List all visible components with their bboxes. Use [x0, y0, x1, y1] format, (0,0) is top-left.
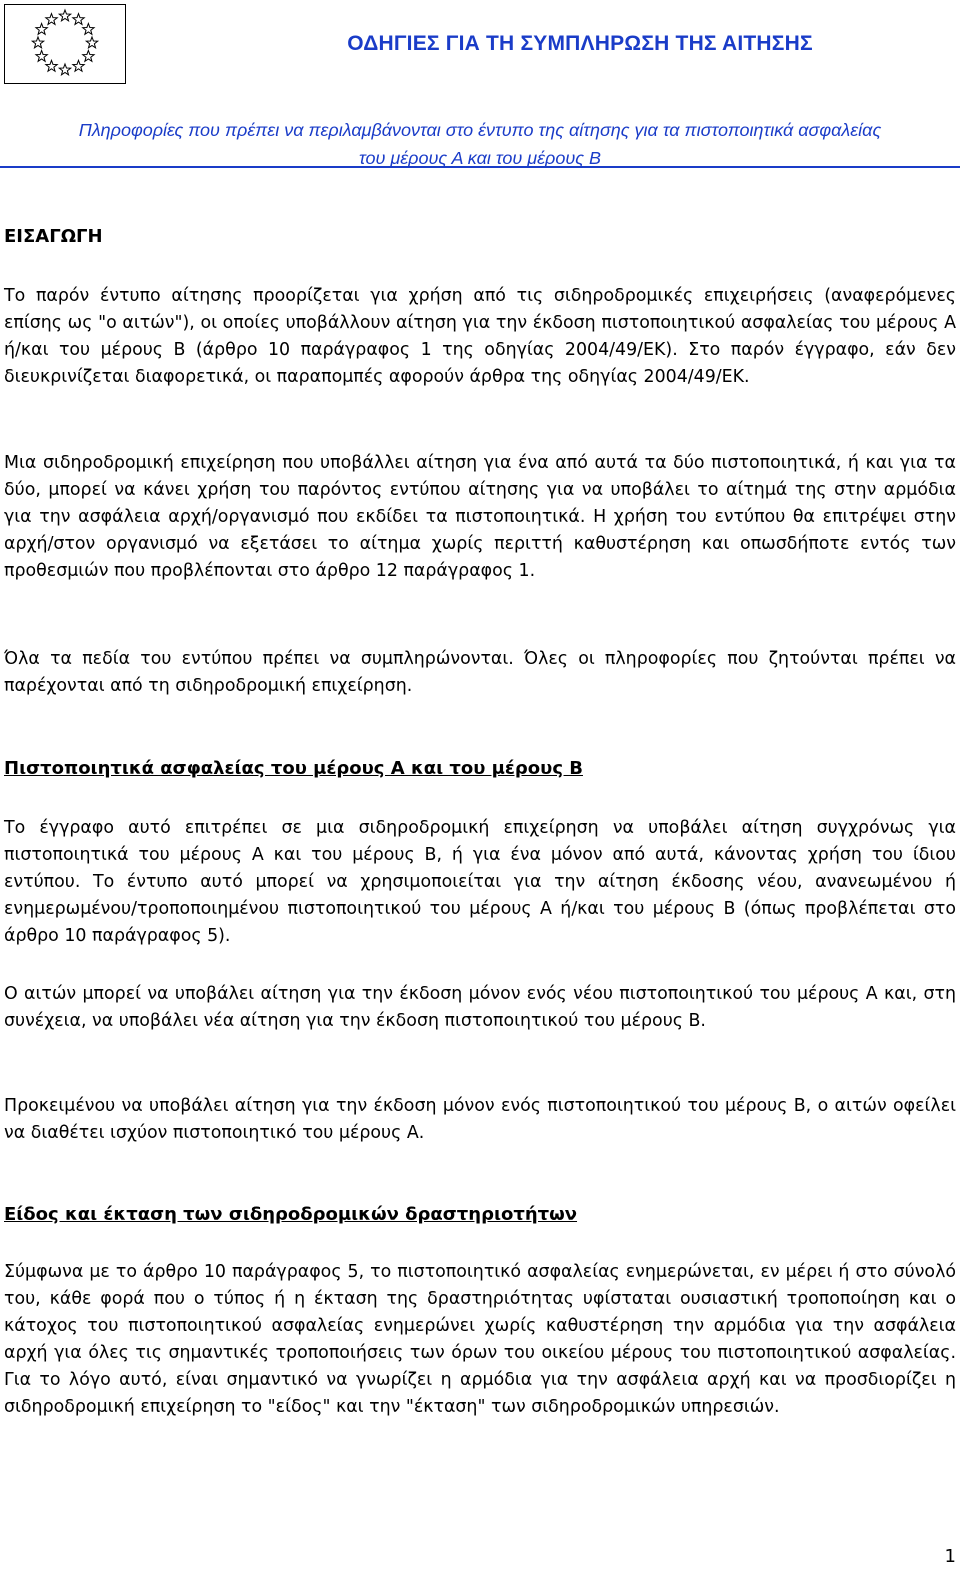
star-icon — [86, 37, 97, 48]
star-icon — [73, 60, 84, 71]
star-icon — [46, 60, 57, 71]
page-number: 1 — [944, 1546, 956, 1567]
star-icon — [59, 10, 70, 21]
intro-heading: ΕΙΣΑΓΩΓΗ — [4, 226, 103, 247]
scope-paragraph-1: Σύμφωνα με το άρθρο 10 παράγραφος 5, το πιστοποιητικό ασφαλείας ενημερώνεται, εν μέρει ή στο σύνολό του, κάθε φορά που ο τύπος ή η έκταση της δραστηριότητας υφίσταται ουσιαστική τροποποίηση και ο κάτοχος του πιστοποιητικού ασφαλείας ενημερώνει χωρίς καθυστέρηση την αρμόδια για την ασφάλεια αρχή για όλες τις σημαντικές τροποποιήσεις των όρων του οικείου μέρους του πιστοποιητικού ασφαλείας. Για το λόγο αυτό, είναι σημαντικό να γνωρίζει η αρμόδια για την ασφάλεια αρχή και να προσδιορίζει η σιδηροδρομική επιχείρηση το "είδος" και την "έκταση" των σιδηροδρομικών υπηρεσιών. — [4, 1262, 956, 1417]
certificates-paragraph-3: Προκειμένου να υποβάλει αίτηση για την έκδοση μόνον ενός πιστοποιητικού του μέρους Β, ο αιτών οφείλει να διαθέτει ισχύον πιστοποιητικό του μέρους Α. — [4, 1096, 956, 1143]
star-icon — [46, 14, 57, 25]
header-divider — [0, 166, 960, 168]
star-icon — [59, 64, 70, 75]
star-icon — [32, 37, 43, 48]
certificates-heading: Πιστοποιητικά ασφαλείας του μέρους Α και του μέρους Β — [4, 758, 583, 779]
star-icon — [36, 24, 47, 35]
certificates-paragraph-2: Ο αιτών μπορεί να υποβάλει αίτηση για την έκδοση μόνον ενός νέου πιστοποιητικού του μέρους Α και, στη συνέχεια, να υποβάλει νέα αίτηση για την έκδοση πιστοποιητικού του μέρους Β. — [4, 984, 956, 1031]
scope-heading: Είδος και έκταση των σιδηροδρομικών δραστηριοτήτων — [4, 1204, 578, 1225]
star-icon — [73, 14, 84, 25]
intro-paragraph-3: Όλα τα πεδία του εντύπου πρέπει να συμπληρώνονται. Όλες οι πληροφορίες που ζητούνται πρέπει να παρέχονται από τη σιδηροδρομική επιχείρηση. — [4, 649, 956, 696]
document-subtitle — [0, 116, 960, 172]
star-icon — [36, 51, 47, 62]
eu-flag-icon — [4, 4, 126, 84]
eu-stars-circle — [5, 5, 125, 83]
document-title: ΟΔΗΓΙΕΣ ΓΙΑ ΤΗ ΣΥΜΠΛΗΡΩΣΗ ΤΗΣ ΑΙΤΗΣΗΣ — [347, 32, 813, 55]
intro-paragraph-1: Το παρόν έντυπο αίτησης προορίζεται για χρήση από τις σιδηροδρομικές επιχειρήσεις (αναφερόμενες επίσης ως "ο αιτών"), οι οποίες υποβάλλουν αίτηση για την έκδοση πιστοποιητικού ασφαλείας του μέρους Α ή/και του μέρους Β (άρθρο 10 παράγραφος 1 της οδηγίας 2004/49/ΕΚ). Στο παρόν έγγραφο, εάν δεν διευκρινίζεται διαφορετικά, οι παραπομπές αφορούν άρθρα της οδηγίας 2004/49/ΕΚ. — [4, 286, 956, 387]
subtitle-line-2: του μέρους Α και του μέρους Β — [359, 148, 601, 168]
star-icon — [83, 51, 94, 62]
certificates-paragraph-1: Το έγγραφο αυτό επιτρέπει σε μια σιδηροδρομική επιχείρηση να υποβάλει αίτηση συγχρόνως για πιστοποιητικά του μέρους Α και του μέρους Β, ή για ένα μόνον από αυτά, κάνοντας χρήση του ίδιου εντύπου. Το έντυπο αυτό μπορεί να χρησιμοποιείται για την αίτηση έκδοσης νέου, ανανεωμένου ή ενημερωμένου/τροποποιημένου πιστοποιητικού του μέρους Α ή/και του μέρους Β (όπως προβλέπεται στο άρθρο 10 παράγραφος 5). — [4, 818, 956, 946]
star-icon — [83, 24, 94, 35]
intro-paragraph-2: Μια σιδηροδρομική επιχείρηση που υποβάλλει αίτηση για ένα από αυτά τα δύο πιστοποιητικά, ή και για τα δύο, μπορεί να κάνει χρήση του παρόντος εντύπου αίτησης για να υποβάλει το αίτημά της στην αρμόδια για την ασφάλεια αρχή/οργανισμό που εκδίδει τα πιστοποιητικά. Η χρήση του εντύπου θα επιτρέψει στην αρχή/στον οργανισμό να εξετάσει το αίτημα χωρίς περιττή καθυστέρηση και οπωσδήποτε εντός των προθεσμιών που προβλέπονται στο άρθρο 12 παράγραφος 1. — [4, 453, 956, 581]
subtitle-line-1: Πληροφορίες που πρέπει να περιλαμβάνονται στο έντυπο της αίτησης για τα πιστοποιητικά ασφαλείας — [78, 120, 882, 140]
